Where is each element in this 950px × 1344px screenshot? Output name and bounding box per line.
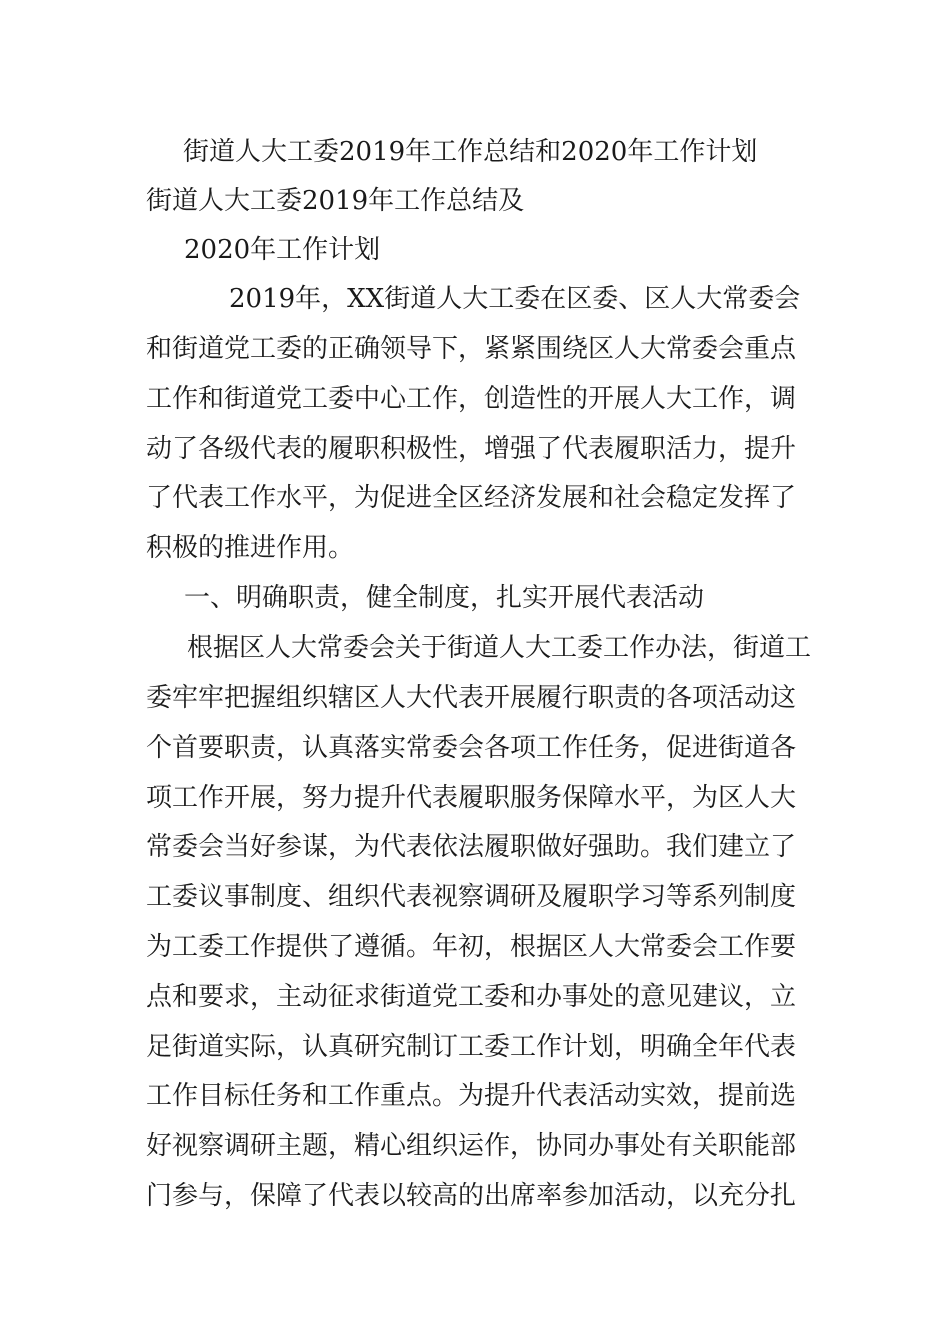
body-line: 个首要职责，认真落实常委会各项工作任务，促进街道各 (146, 733, 797, 763)
body-line: 常委会当好参谋，为代表依法履职做好强助。我们建立了 (146, 832, 797, 862)
intro-line: 积极的推进作用。 (146, 533, 355, 563)
body-line: 工作目标任务和工作重点。为提升代表活动实效，提前选 (146, 1081, 797, 1111)
section-heading: 一、明确职责，健全制度，扎实开展代表活动 (184, 583, 705, 613)
intro-line: 工作和街道党工委中心工作，创造性的开展人大工作，调 (146, 384, 797, 414)
body-line: 工委议事制度、组织代表视察调研及履职学习等系列制度 (146, 882, 797, 912)
body-line: 门参与，保障了代表以较高的出席率参加活动，以充分扎 (146, 1181, 797, 1211)
body-line: 点和要求，主动征求街道党工委和办事处的意见建议，立 (146, 982, 797, 1012)
body-line: 为工委工作提供了遵循。年初，根据区人大常委会工作要 (146, 932, 797, 962)
intro-line: 动了各级代表的履职积极性，增强了代表履职活力，提升 (146, 434, 797, 464)
body-line: 足街道实际，认真研究制订工委工作计划，明确全年代表 (146, 1032, 797, 1062)
intro-line: 2019年，XX街道人大工委在区委、区人大常委会 (229, 284, 801, 314)
subtitle-line-2: 2020年工作计划 (184, 235, 381, 265)
intro-line: 了代表工作水平，为促进全区经济发展和社会稳定发挥了 (146, 483, 797, 513)
document-title: 街道人大工委2019年工作总结和2020年工作计划 (183, 137, 758, 167)
body-line: 根据区人大常委会关于街道人大工委工作办法，街道工 (187, 633, 812, 663)
subtitle-line-1: 街道人大工委2019年工作总结及 (146, 186, 525, 216)
intro-line: 和街道党工委的正确领导下，紧紧围绕区人大常委会重点 (146, 334, 797, 364)
body-line: 委牢牢把握组织辖区人大代表开展履行职责的各项活动这 (146, 683, 797, 713)
body-line: 项工作开展，努力提升代表履职服务保障水平，为区人大 (146, 783, 797, 813)
body-line: 好视察调研主题，精心组织运作，协同办事处有关职能部 (146, 1131, 797, 1161)
